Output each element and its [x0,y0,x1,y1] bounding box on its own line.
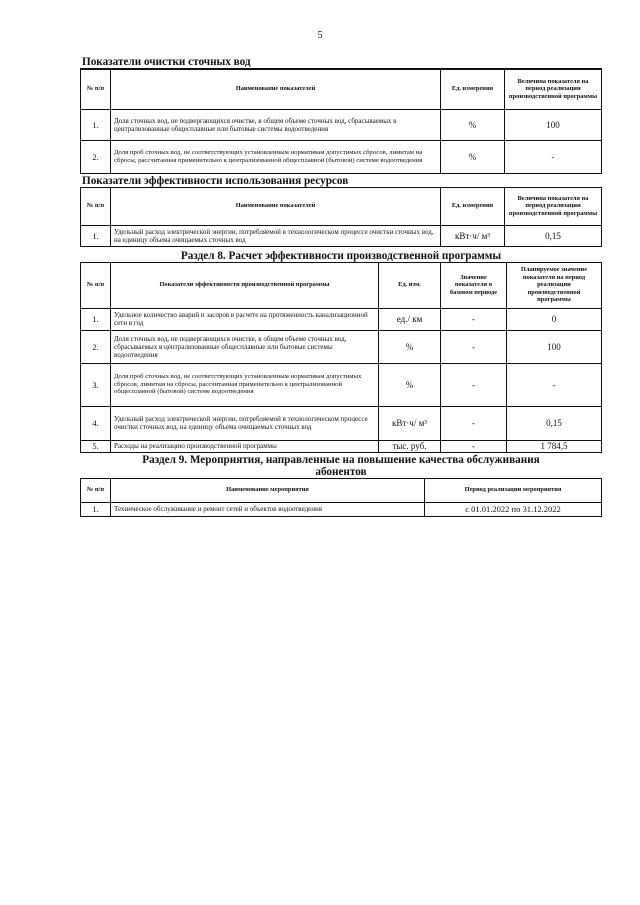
col-header-number: № п/п [81,69,111,109]
row-base: - [441,330,507,363]
table-row [81,406,602,440]
row-unit: ед./ км [379,308,441,330]
table-row [81,308,602,330]
col-header-unit: Ед. изм. [379,262,441,308]
col-header-period: Период реализации мероприятия [425,478,602,502]
section-title-resources: Показатели эффективности использования ресурсов [82,174,349,187]
row-base: - [441,363,507,406]
col-header-base: Значение показателя в базовом периоде [441,262,507,308]
section-title-8: Раздел 8. Расчет эффективности производственной программы [180,249,502,262]
row-plan: 100 [507,330,602,363]
col-header-measure: Наименование мероприятия [111,478,425,502]
row-number: 2. [81,330,111,363]
row-name: Доля сточных вод, не подвергающихся очистке, в общем объеме сточных вод, сбрасываемых в централизованные общесплавные или бытовые системы водоотведения [111,109,441,140]
row-number: 1. [81,308,111,330]
row-unit: кВт·ч/ м³ [379,406,441,440]
col-header-unit: Ед. измерения [441,69,505,109]
row-number: 1. [81,225,111,246]
col-header-name: Наименование показателей [111,69,441,109]
col-header-name: Наименование показателей [111,187,441,225]
row-period: с 01.01.2022 по 31.12.2022 [425,502,602,516]
col-header-unit: Ед. измерения [441,187,505,225]
row-name: Техническое обслуживание и ремонт сетей и объектов водоотведения [111,502,425,516]
row-unit: % [379,330,441,363]
table-row [81,440,602,452]
table-row [81,330,602,363]
row-value: 100 [505,109,602,140]
row-plan: 0,15 [507,406,602,440]
col-header-indicator: Показатели эффективности производственной программы [111,262,379,308]
col-header-value: Величина показателя на период реализации производственной программы [505,69,602,109]
row-name: Доля проб сточных вод, не соответствующих установленным нормативам допустимых сбросов, лимитам на сбросы, рассчитанная применительно к централизованной общесплавной (бытовой) системе водоотведения [111,363,379,406]
col-header-value: Величина показателя на период реализации производственной программы [505,187,602,225]
document-body [80,56,602,517]
table-row [81,225,602,246]
row-name: Удельное количество аварий и засоров в расчете на протяженность канализационной сети в год [111,308,379,330]
row-name: Удельный расход электрической энергии, потребляемой в технологическом процессе очистки сточных вод, на единицу объема очищаемых сточных вод [111,406,379,440]
section-title-wastewater: Показатели очистки сточных вод [82,56,251,68]
row-plan: 1 784,5 [507,440,602,452]
row-plan: - [507,363,602,406]
row-name: Расходы на реализацию производственной программы [111,440,379,452]
section-title-9: Раздел 9. Мероприятия, направленные на повышение качества обслуживания [142,453,540,466]
section-title-9-line2: абонентов [315,465,367,478]
row-value: - [505,140,602,173]
row-number: 4. [81,406,111,440]
col-header-number: № п/п [81,187,111,225]
row-unit: % [441,140,505,173]
row-base: - [441,440,507,452]
table-row [81,502,602,516]
row-number: 2. [81,140,111,173]
table-resources [80,187,602,247]
row-unit: тыс. руб. [379,440,441,452]
col-header-number: № п/п [81,478,111,502]
table-header-row [81,187,602,225]
table-header-row [81,69,602,109]
row-unit: % [441,109,505,140]
row-number: 5. [81,440,111,452]
row-number: 1. [81,109,111,140]
row-unit: % [379,363,441,406]
table-row [81,140,602,173]
row-plan: 0 [507,308,602,330]
table-wastewater [80,68,602,174]
table-row [81,109,602,140]
table-row [81,363,602,406]
row-value: 0,15 [505,225,602,246]
table-section-8 [80,262,602,453]
table-header-row [81,262,602,308]
row-name: Доля сточных вод, не подвергающихся очистке, в общем объеме сточных вод, сбрасываемых в централизованные общесплавные или бытовые системы водоотведения [111,330,379,363]
col-header-plan: Планируемое значение показателя на период реализации производственной программы [507,262,602,308]
row-number: 1. [81,502,111,516]
row-name: Удельный расход электрической энергии, потребляемой в технологическом процессе очистки сточных вод, на единицу объема очищаемых сточных вод [111,225,441,246]
page-number: 5 [317,30,323,41]
row-base: - [441,308,507,330]
row-number: 3. [81,363,111,406]
row-unit: кВт·ч/ м³ [441,225,505,246]
table-section-9 [80,478,602,517]
col-header-number: № п/п [81,262,111,308]
table-header-row [81,478,602,502]
row-base: - [441,406,507,440]
row-name: Доля проб сточных вод, не соответствующих установленным нормативам допустимых сбросов, лимитам на сбросы, рассчитанная применительно к централизованной общесплавной (бытовой) системе водоотведения [111,140,441,173]
